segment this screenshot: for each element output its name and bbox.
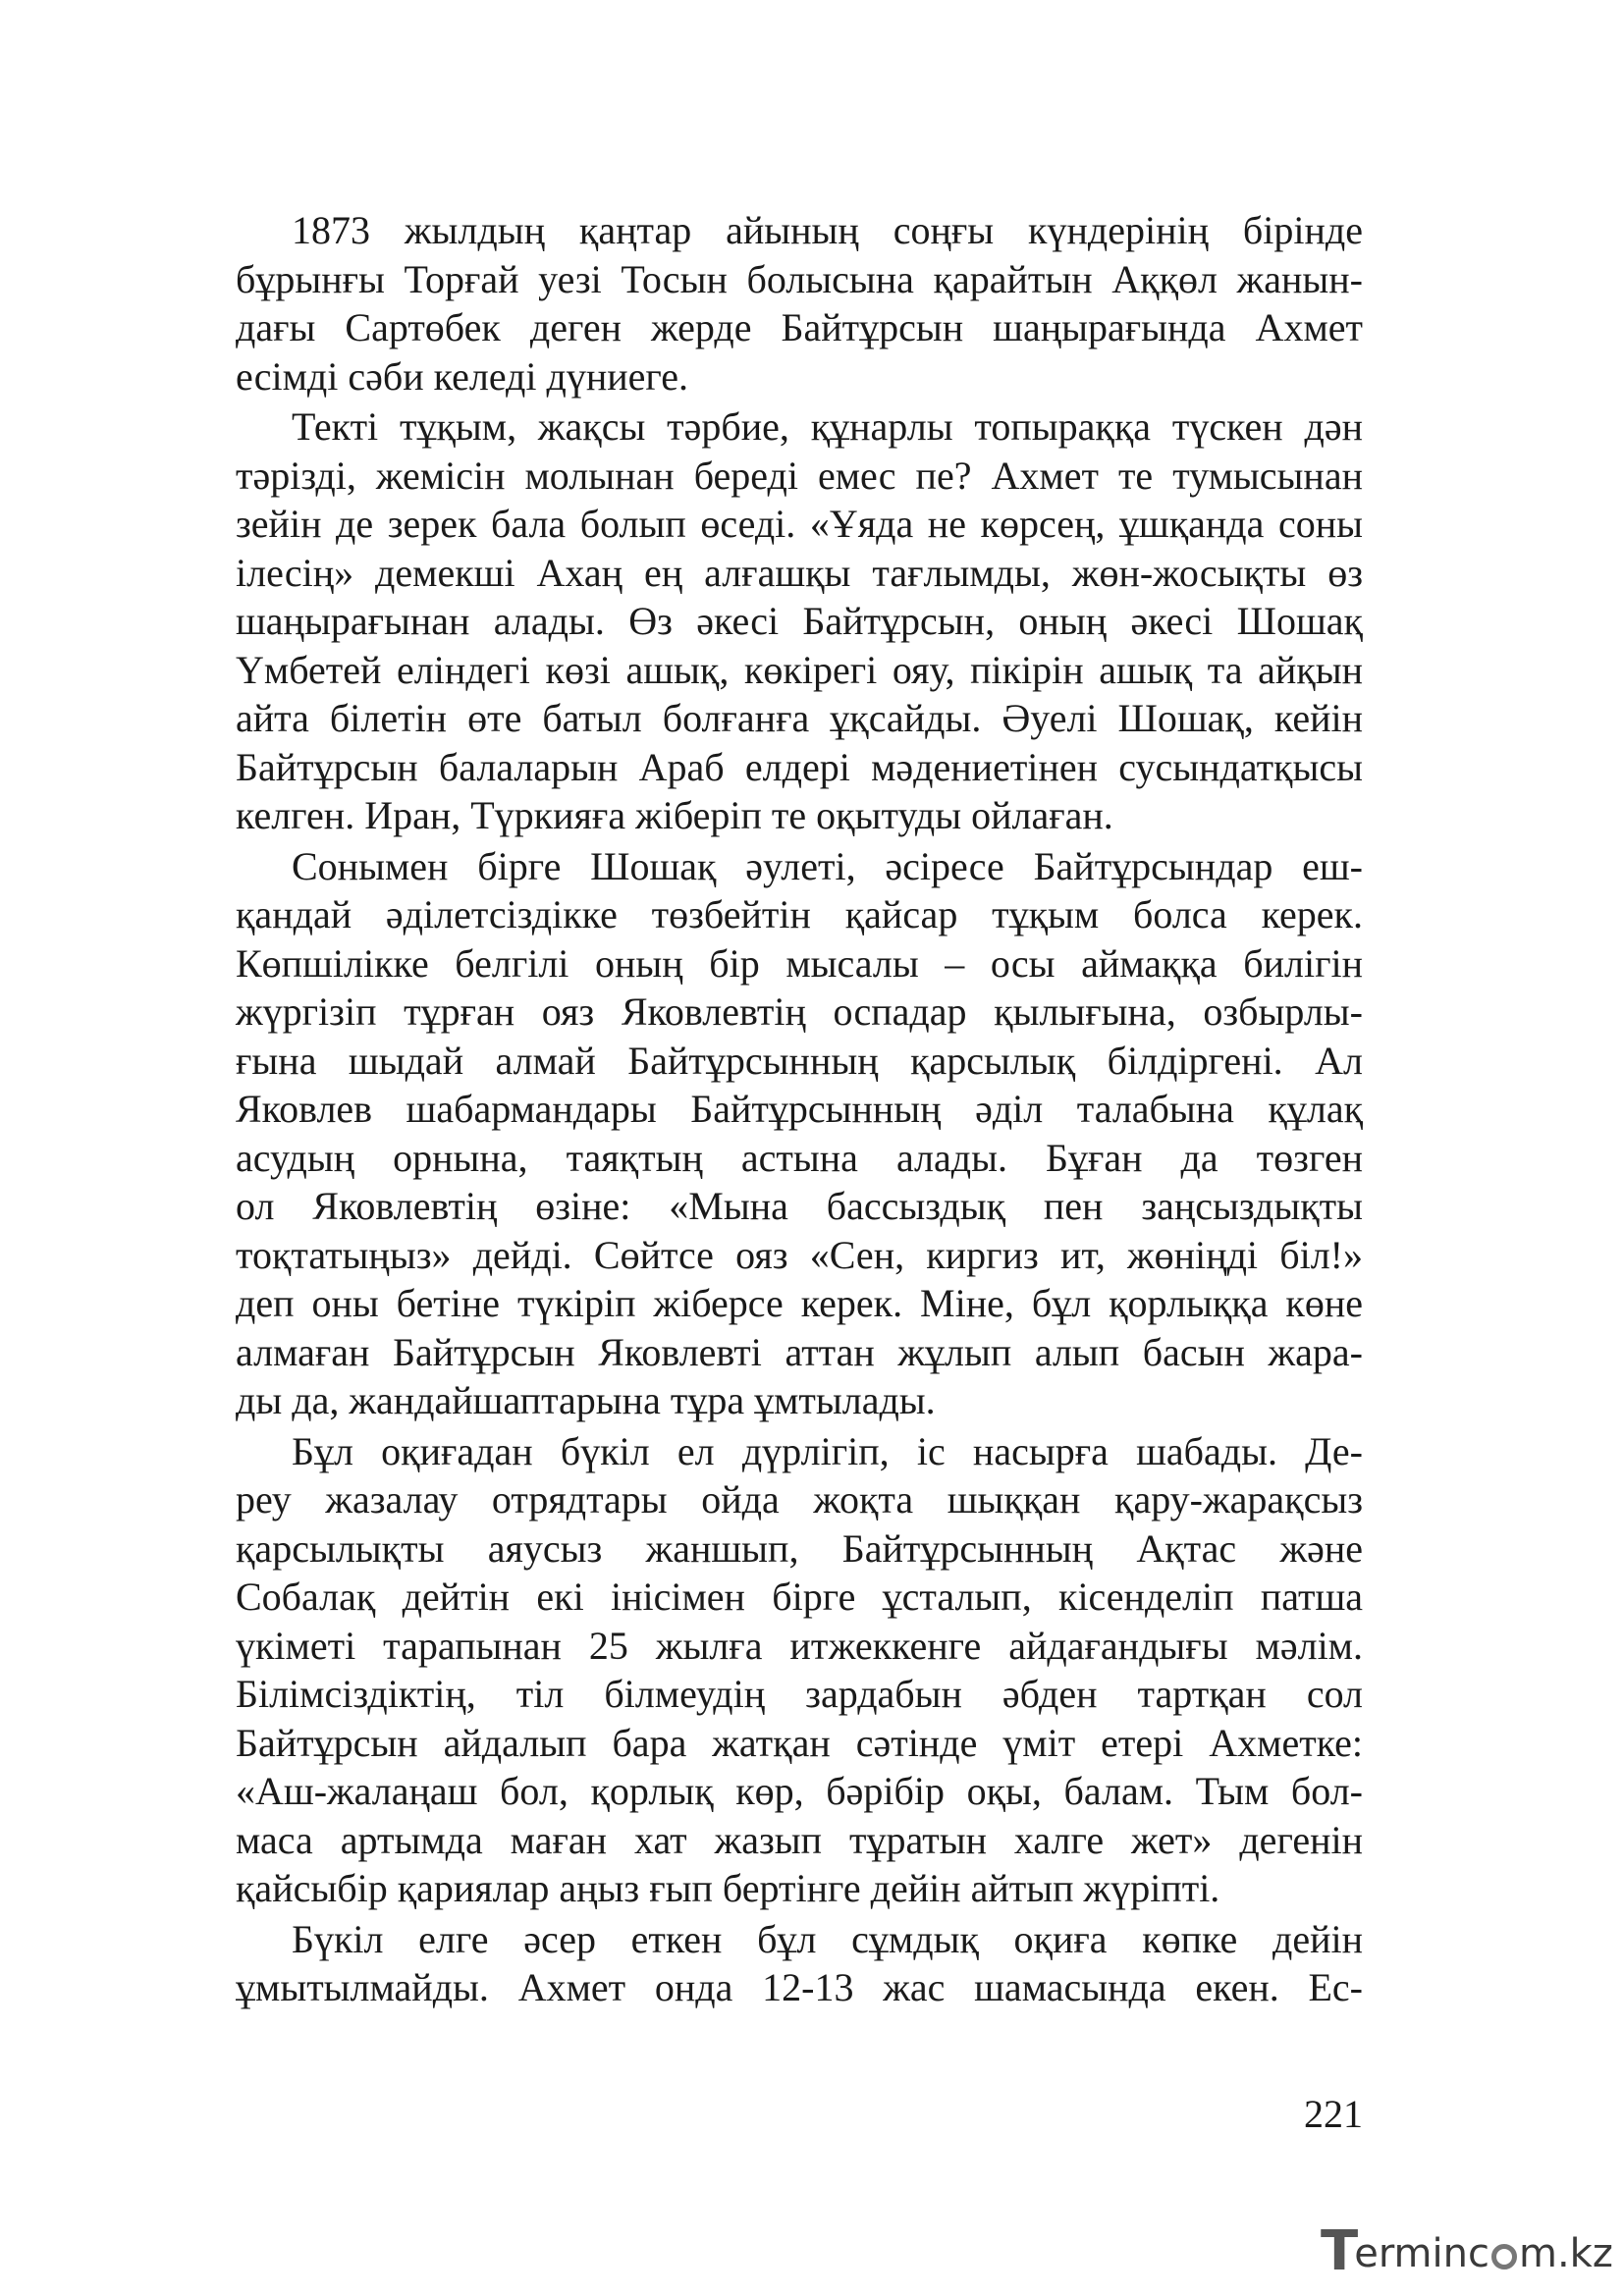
text-line: үкіметі тарапынан 25 жылға итжеккенге айдағандығы мәлім.	[236, 1623, 1363, 1668]
text-line: «Аш-жалаңаш бол, қорлық көр, бәрібір оқы, балам. Тым бол-	[236, 1769, 1363, 1813]
circle-icon	[1491, 2244, 1517, 2269]
text-line: ол Яковлевтің өзіне: «Мына бассыздық пен заңсыздықты	[236, 1184, 1363, 1228]
text-line: тоқтатыңыз» дейді. Сөйтсе ояз «Сен, киргиз ит, жөніңді біл!»	[236, 1232, 1363, 1277]
text-line: келген. Иран, Түркияға жіберіп те оқытуды ойлаған.	[236, 793, 1113, 837]
text-line: ғына шыдай алмай Байтұрсынның қарсылық білдіргені. Ал	[236, 1038, 1363, 1083]
paragraph-4	[236, 1427, 1363, 1913]
text-line: асудың орнына, таяқтың астына алады. Бұған да төзген	[236, 1135, 1363, 1180]
text-line: ілесің» демекші Ахаң ең алғашқы тағлымды, жөн-жосықты өз	[236, 550, 1363, 595]
text-line: Яковлев шабармандары Байтұрсынның әділ талабына құлақ	[236, 1087, 1363, 1131]
body-text	[236, 206, 1363, 2012]
text-line: 1873 жылдың қаңтар айының соңғы күндерінің бірінде	[292, 208, 1363, 252]
paragraph-5	[236, 1915, 1363, 2012]
paragraph-3	[236, 842, 1363, 1425]
text-line: Собалақ дейтін екі інісімен бірге ұсталып, кісенделіп патша	[236, 1575, 1363, 1619]
paragraph-2	[236, 402, 1363, 840]
text-line: қайсыбір қариялар аңыз ғып бертінге дейін айтып жүріпті.	[236, 1866, 1220, 1910]
text-line: Білімсіздіктің, тіл білмеудің зардабын әбден тартқан сол	[236, 1672, 1363, 1716]
text-line: ды да, жандайшаптарына тұра ұмтылады.	[236, 1378, 936, 1422]
text-line: реу жазалау отрядтары ойда жоқта шыққан қару-жарақсыз	[236, 1477, 1363, 1522]
watermark-letter: T	[1321, 2219, 1359, 2283]
text-line: Текті тұқым, жақсы тәрбие, құнарлы топыраққа түскен дән	[292, 404, 1363, 449]
text-line: алмаған Байтұрсын Яковлевті аттан жұлып алып басын жара-	[236, 1329, 1363, 1374]
text-line: шаңырағынан алады. Өз әкесі Байтұрсын, оның әкесі Шошақ	[236, 599, 1363, 643]
watermark-suffix: m.kz	[1518, 2231, 1613, 2276]
text-line: Бүкіл елге әсер еткен бұл сұмдық оқиға көпке дейін	[292, 1916, 1363, 1961]
text-line: жүргізіп тұрған ояз Яковлевтің оспадар қылығына, озбырлы-	[236, 989, 1363, 1034]
text-line: есімді сәби келеді дүниеге.	[236, 353, 689, 399]
text-line: Байтұрсын айдалып бара жатқан сәтінде үміт етері Ахметке:	[236, 1720, 1363, 1765]
text-line: дағы Сартөбек деген жерде Байтұрсын шаңырағында Ахмет	[236, 305, 1363, 349]
page-number: 221	[1304, 2092, 1363, 2136]
text-line: Бұл оқиғадан бүкіл ел дүрлігіп, іс насырға шабады. Де-	[292, 1428, 1363, 1473]
text-line: зейін де зерек бала болып өседі. «Ұяда не көрсең, ұшқанда соны	[236, 502, 1363, 546]
text-line: ұмытылмайды. Ахмет онда 12-13 жас шамасында екен. Ес-	[236, 1965, 1363, 2009]
text-line: деп оны бетіне түкіріп жіберсе керек. Міне, бұл қорлыққа көне	[236, 1281, 1363, 1325]
text-line: қандай әділетсіздікке төзбейтін қайсар тұқым болса керек.	[236, 892, 1363, 936]
text-line: Көпшілікке белгілі оның бір мысалы – осы аймаққа билігін	[236, 940, 1363, 986]
text-line: бұрынғы Торғай уезі Тосын болысына қарайтын Аққөл жанын-	[236, 256, 1363, 301]
paragraph-1	[236, 206, 1363, 400]
text-line: Үмбетей еліндегі көзі ашық, көкірегі ояу, пікірін ашық та айқын	[236, 647, 1363, 692]
text-line: айта білетін өте батыл болғанға ұқсайды. Әуелі Шошақ, кейін	[236, 696, 1363, 740]
text-line: тәрізді, жемісін молынан береді емес пе? Ахмет те тумысынан	[236, 453, 1363, 498]
watermark-text: erminc	[1354, 2231, 1489, 2276]
text-line: Байтұрсын балаларын Араб елдері мәдениетінен сусындатқысы	[236, 744, 1363, 789]
watermark-logo	[1321, 2219, 1613, 2283]
text-line: қарсылықты аяусыз жаншып, Байтұрсынның Ақтас және	[236, 1525, 1363, 1571]
text-line: маса артымда маған хат жазып тұратын халге жет» дегенін	[236, 1817, 1363, 1862]
text-line: Сонымен бірге Шошақ әулеті, әсіресе Байтұрсындар еш-	[292, 843, 1363, 888]
